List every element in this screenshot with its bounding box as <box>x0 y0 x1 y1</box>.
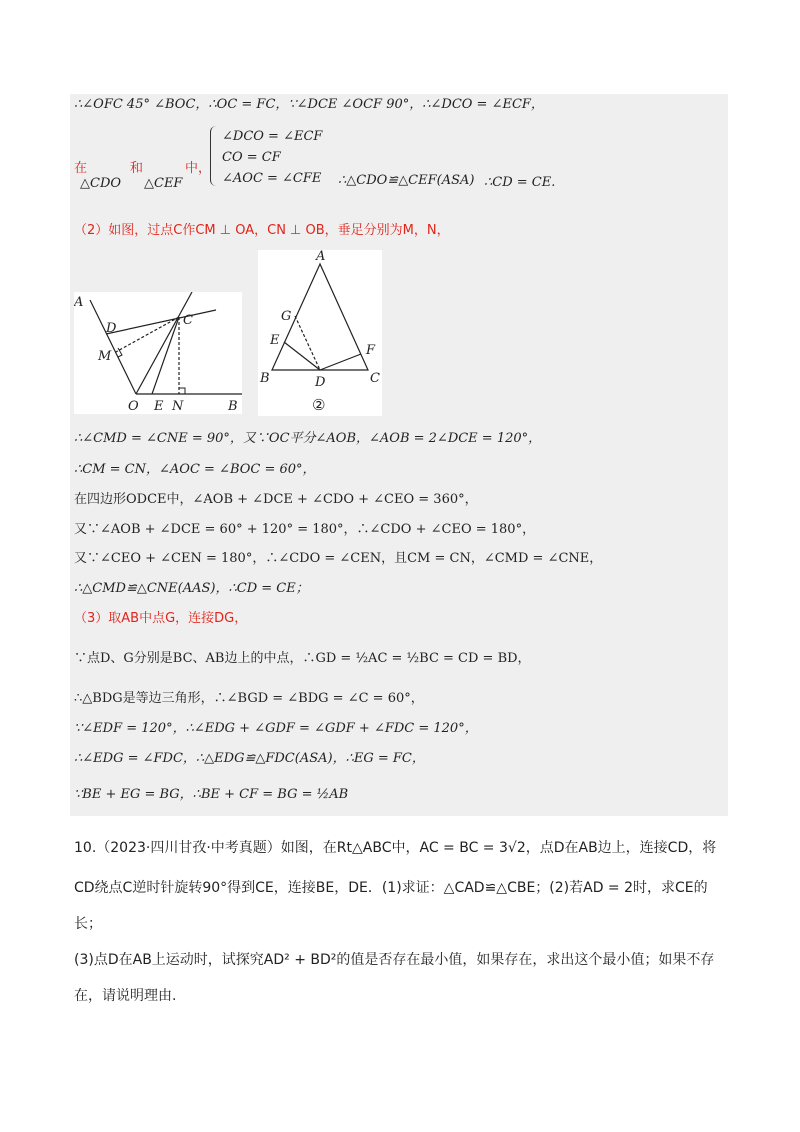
triangle-cef-label: △CEF <box>144 176 183 191</box>
fig1-label-c: C <box>183 313 193 328</box>
segment-ed <box>284 342 320 370</box>
line-dc <box>106 310 216 334</box>
solution-line-1: ∴∠OFC 45° ∠BOC，∴OC = FC，∵∠DCE ∠OCF 90°，∴∠DCO = ∠ECF， <box>74 97 544 112</box>
fig2-label-e: E <box>270 333 280 348</box>
part3-line-3: ∵∠EDF = 120°，∴∠EDG + ∠GDF = ∠GDF + ∠FDC = 120°， <box>74 721 478 736</box>
problem-10-line-5: 在，请说明理由. <box>74 988 177 1004</box>
ray-oa <box>90 300 136 394</box>
part3-heading: （3）取AB中点G，连接DG， <box>74 611 248 626</box>
part2-line-5: 又∵∠CEO + ∠CEN = 180°，∴∠CDO = ∠CEN，且CM = CN，∠CMD = ∠CNE， <box>74 551 603 566</box>
fig2-label-g: G <box>281 309 292 324</box>
part3-line-1: ∵点D、G分别是BC、AB边上的中点，∴GD = ½AC = ½BC = CD = BD， <box>74 651 531 666</box>
figure-2 <box>258 250 382 416</box>
cd-equals-ce: ∴CD = CE. <box>484 175 556 190</box>
segment-gd <box>295 316 320 370</box>
solution-in-label: 中， <box>185 161 212 176</box>
system-eq-2: CO = CF <box>222 150 281 165</box>
part3-line-5: ∵BE + EG = BG，∴BE + CF = BG = ½AB <box>74 787 349 802</box>
fig1-label-o: O <box>128 399 139 414</box>
fig1-label-m: M <box>98 349 112 364</box>
part2-line-1: ∴∠CMD = ∠CNE = 90°，又∵OC平分∠AOB，∠AOB = 2∠DCE = 120°， <box>74 431 542 446</box>
right-angle-n <box>179 388 185 394</box>
solution-and-label: 和 <box>130 161 144 176</box>
fig2-label-f: F <box>366 343 376 358</box>
part3-line-4: ∴∠EDG = ∠FDC，∴△EDG≌△FDC(ASA)，∴EG = FC， <box>74 751 425 766</box>
figure-1 <box>74 292 242 414</box>
triangle-cdo-label: △CDO <box>80 176 122 191</box>
fig2-caption: ② <box>312 396 326 414</box>
segment-df <box>320 354 361 370</box>
part2-line-2: ∴CM = CN，∠AOC = ∠BOC = 60°， <box>74 462 316 477</box>
system-eq-1: ∠DCO = ∠ECF <box>222 129 323 144</box>
fig2-label-b: B <box>260 371 270 386</box>
system-eq-3: ∠AOC = ∠CFE <box>222 171 322 186</box>
segment-ce <box>152 317 179 394</box>
part2-line-4: 又∵∠AOB + ∠DCE = 60° + 120° = 180°，∴∠CDO + ∠CEO = 180°， <box>74 522 536 537</box>
problem-10-line-4: (3)点D在AB上运动时，试探究AD² + BD²的值是否存在最小值，如果存在，求出这个最小值；如果不存 <box>74 952 715 968</box>
problem-10-line-2: CD绕点C逆时针旋转90°得到CE，连接BE，DE．(1)求证：△CAD≌△CBE；(2)若AD = 2时，求CE的 <box>74 880 708 896</box>
fig1-label-e: E <box>154 399 164 414</box>
part2-line-6: ∴△CMD≌△CNE(AAS)，∴CD = CE； <box>74 581 309 596</box>
part3-line-2: ∴△BDG是等边三角形，∴∠BGD = ∠BDG = ∠C = 60°， <box>74 691 424 706</box>
fig1-label-a: A <box>74 295 84 310</box>
congruence-conclusion: ∴△CDO≌△CEF(ASA) <box>338 173 475 188</box>
fig1-label-d: D <box>106 321 117 336</box>
fig1-label-n: N <box>172 399 184 414</box>
fig2-label-c: C <box>370 371 380 386</box>
solution-line-2-prefix: 在 <box>74 161 88 176</box>
ray-oc-extended <box>136 292 192 394</box>
fig1-label-b: B <box>228 399 238 414</box>
problem-10-line-3: 长； <box>74 916 102 932</box>
problem-10-line-1: 10.（2023·四川甘孜·中考真题）如图，在Rt△ABC中，AC = BC = 3√2，点D在AB边上，连接CD，将 <box>74 840 717 856</box>
segment-cm <box>114 317 179 353</box>
fig2-label-d: D <box>315 375 326 390</box>
system-brace <box>210 126 219 186</box>
part2-line-3: 在四边形ODCE中，∠AOB + ∠DCE + ∠CDO + ∠CEO = 360°， <box>74 492 478 507</box>
fig2-label-a: A <box>316 250 326 264</box>
part2-heading: （2）如图，过点C作CM ⊥ OA，CN ⊥ OB，垂足分别为M，N， <box>74 223 450 238</box>
